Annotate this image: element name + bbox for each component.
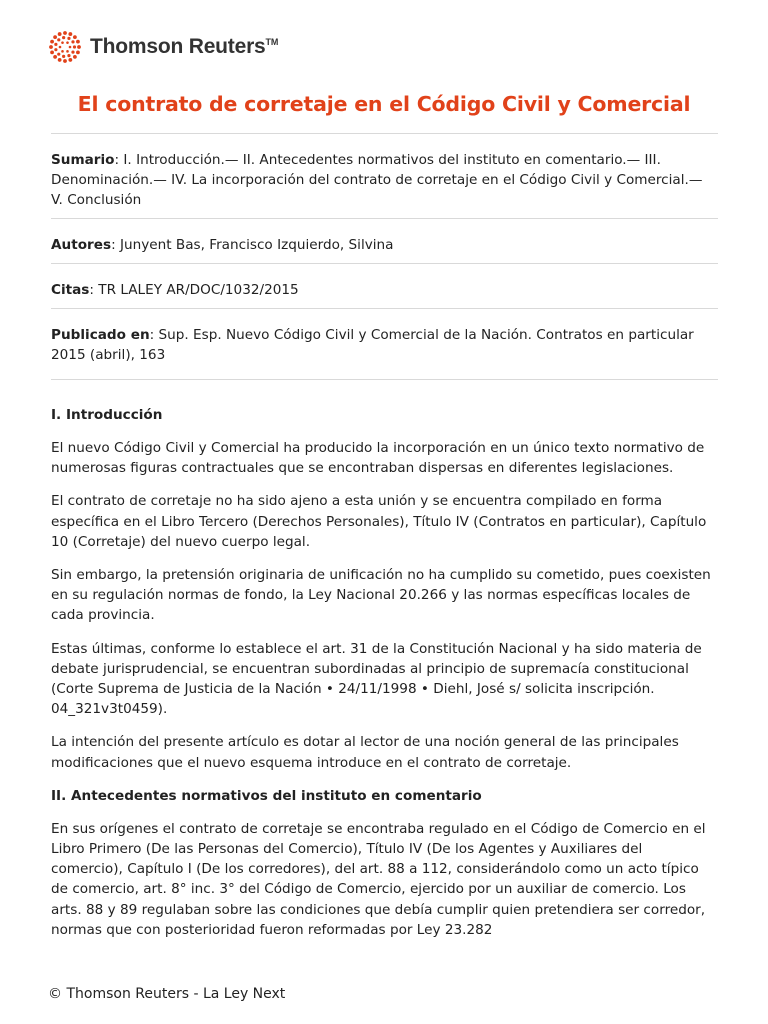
paragraph: El contrato de corretaje no ha sido ajeno a esta unión y se encuentra compilado en forma específica en el Libro Tercero (Derechos Personales), Título IV (Contratos en particular), Capítulo 10 (Corretaje) del nuevo cuerpo legal. (51, 493, 707, 550)
paragraph: Estas últimas, conforme lo establece el art. 31 de la Constitución Nacional y ha sido materia de debate jurisprudencial, se encuentran subordinadas al principio de supremacía constitucional (Corte Suprema de Justicia de la Nación • 24/11/1998 • Diehl, José s/ solicita inscripción. 04_321v3t0459). (51, 640, 702, 718)
publicado-label: Publicado en (51, 327, 150, 343)
trademark-mark: TM (265, 37, 279, 47)
page-footer: © Thomson Reuters - La Ley Next (48, 986, 286, 1002)
document-metadata (51, 133, 718, 380)
document-body (51, 405, 718, 953)
citas-text: : TR LALEY AR/DOC/1032/2015 (89, 282, 299, 298)
brand-name: Thomson Reuters™ (90, 35, 279, 58)
sumario-block (51, 133, 718, 218)
autores-text: : Junyent Bas, Francisco Izquierdo, Silvina (111, 237, 394, 253)
autores-block (51, 218, 718, 263)
sumario-label: Sumario (51, 152, 115, 168)
paragraph: La intención del presente artículo es dotar al lector de una noción general de las principales modificaciones que el nuevo esquema introduce en el contrato de corretaje. (51, 734, 679, 771)
paragraph: Sin embargo, la pretensión originaria de unificación no ha cumplido su cometido, pues coexisten en su regulación normas de fondo, la Ley Nacional 20.266 y las normas específicas locales de cada provincia. (51, 567, 711, 624)
paragraph: En sus orígenes el contrato de corretaje se encontraba regulado en el Código de Comercio en el Libro Primero (De las Personas del Comercio), Título IV (De los Agentes y Auxiliares del comercio), Capítulo I (De los corredores), del art. 88 a 112, considerándolo como un acto típico de comercio, art. 8° inc. 3° del Código de Comercio, ejercido por un auxiliar de comercio. Los arts. 88 y 89 regulaban sobre las condiciones que debía cumplir quien pretendiera ser corredor, normas que con posterioridad fueron reformadas por Ley 23.282 (51, 820, 706, 938)
paragraph: El nuevo Código Civil y Comercial ha producido la incorporación en un único texto normativo de numerosas figuras contractuales que se encontraban dispersas en diferentes legislaciones. (51, 440, 705, 477)
publicado-block (51, 308, 718, 380)
citas-block (51, 263, 718, 308)
publicado-text: : Sup. Esp. Nuevo Código Civil y Comercial de la Nación. Contratos en particular 2015 (abril), 163 (51, 327, 694, 363)
document-title: El contrato de corretaje en el Código Civil y Comercial (77, 92, 691, 116)
sumario-text: : I. Introducción.— II. Antecedentes normativos del instituto en comentario.— III. Denominación.— IV. La incorporación del contrato de corretaje en el Código Civil y Comercial.— V. Conclusión (51, 152, 703, 208)
section-heading: I. Introducción (51, 407, 163, 423)
autores-label: Autores (51, 237, 112, 253)
thomson-reuters-logo-icon (48, 30, 82, 64)
citas-label: Citas (51, 282, 90, 298)
brand-logo (48, 30, 278, 64)
section-heading: II. Antecedentes normativos del instituto en comentario (51, 787, 482, 804)
